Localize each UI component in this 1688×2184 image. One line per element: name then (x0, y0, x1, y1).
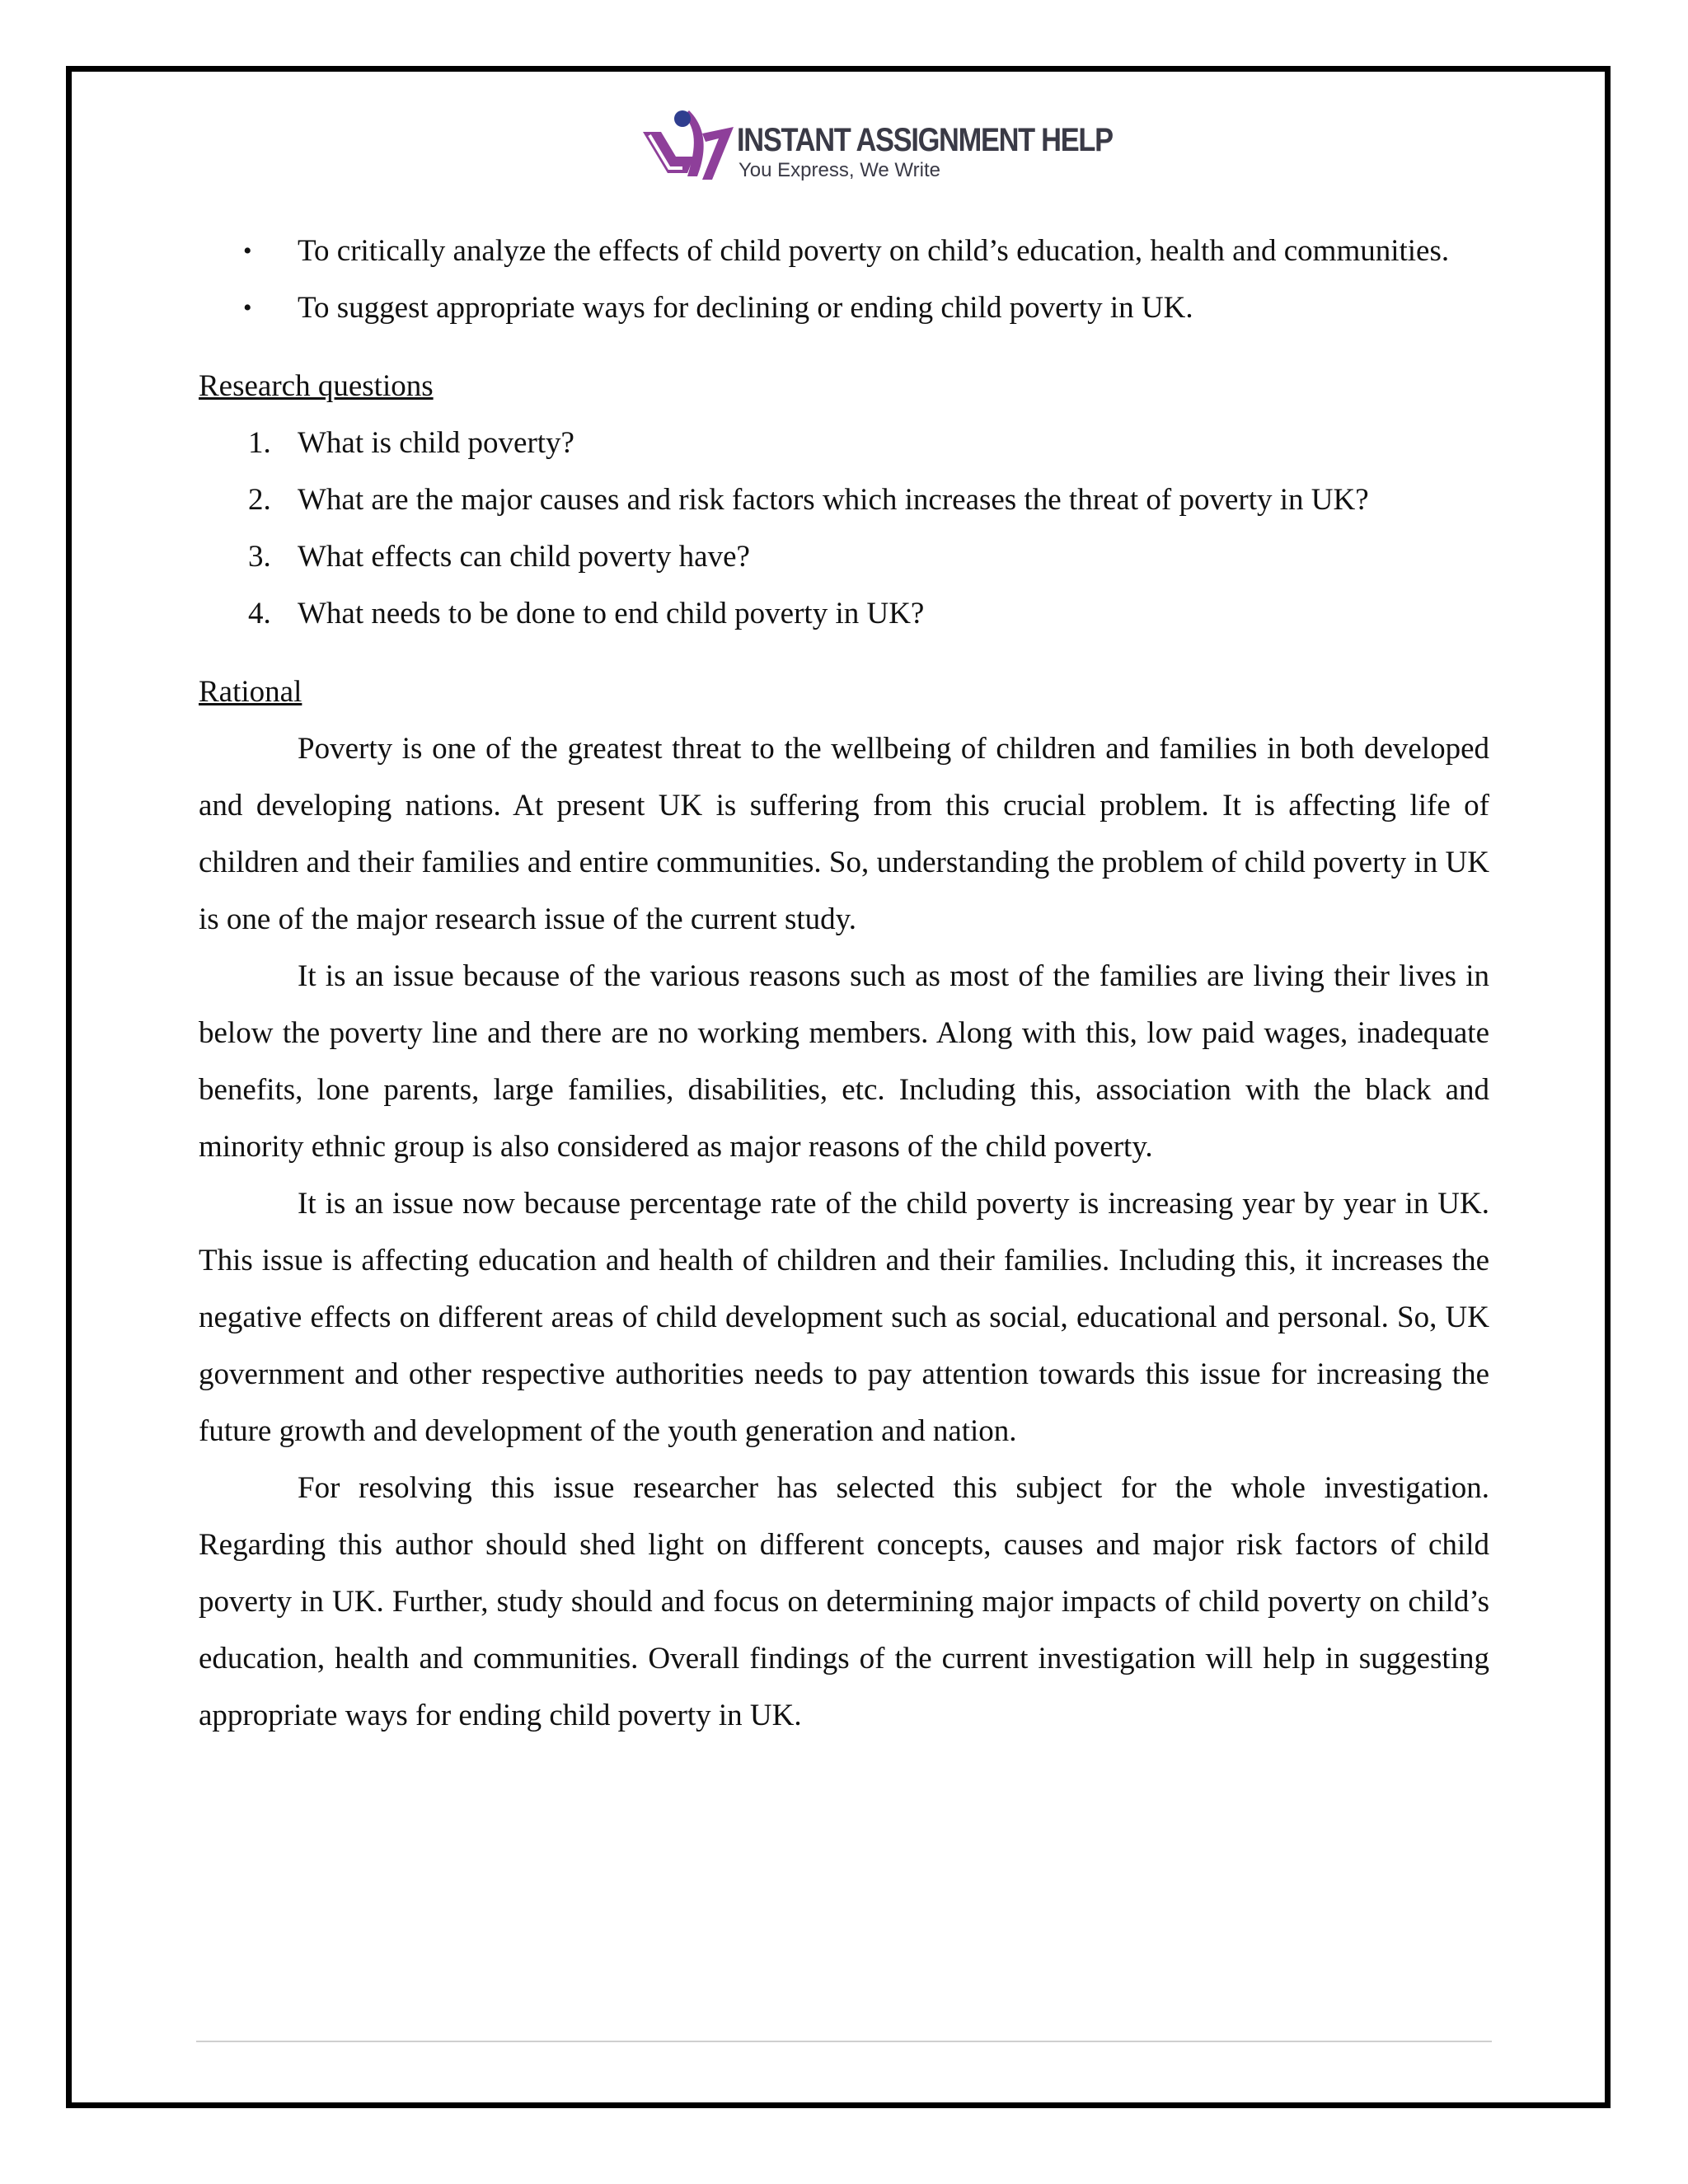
research-questions-list (199, 415, 1489, 642)
rational-paragraph-4: For resolving this issue researcher has selected this subject for the whole investigation. Regarding this author should shed light on different concepts, causes and major risk factors of child poverty in UK. Further, study should and focus on determining major impacts of child poverty on child’s education, health and communities. Overall findings of the current investigation will help in suggesting appropriate ways for ending child poverty in UK. (199, 1471, 1489, 1732)
logo-title: INSTANT ASSIGNMENT HELP (737, 122, 1113, 158)
logo-tagline: You Express, We Write (738, 159, 940, 181)
logo-emblem-icon (636, 97, 735, 196)
rational-paragraph-2: It is an issue because of the various reasons such as most of the families are living their lives in below the poverty line and there are no working members. Along with this, low paid wages, inadequate benefits, lone parents, large families, disabilities, etc. Including this, association with the black and minority ethnic group is also considered as major reasons of the child poverty. (199, 959, 1489, 1164)
objectives-list (199, 223, 1489, 336)
bullet-marker: • (243, 294, 252, 321)
research-questions-heading: Research questions (199, 369, 434, 403)
list-item-text: What is child poverty? (298, 426, 574, 460)
list-item-text: To critically analyze the effects of child poverty on child’s education, health and communities. (298, 234, 1450, 268)
rational-paragraph-1: Poverty is one of the greatest threat to the wellbeing of children and families in both developed and developing nations. At present UK is suffering from this crucial problem. It is affecting life of children and their families and entire communities. So, understanding the problem of child poverty in UK is one of the major research issue of the current study. (199, 732, 1489, 936)
rational-paragraph-3: It is an issue now because percentage rate of the child poverty is increasing year by year in UK. This issue is affecting education and health of children and their families. Including this, it increases the negative effects on different areas of child development such as social, educational and personal. So, UK government and other respective authorities needs to pay attention towards this issue for increasing the future growth and development of the youth generation and nation. (199, 1187, 1489, 1448)
list-item (199, 585, 1489, 642)
number-marker: 3. (248, 540, 271, 574)
list-item-text: What are the major causes and risk factors which increases the threat of poverty in UK? (298, 483, 1369, 517)
rational-heading: Rational (199, 675, 302, 709)
bullet-marker: • (243, 237, 252, 265)
list-item (199, 471, 1489, 528)
number-marker: 2. (248, 483, 271, 517)
list-item-text: What effects can child poverty have? (298, 540, 750, 574)
list-item (199, 528, 1489, 585)
list-item (199, 415, 1489, 471)
brand-logo (636, 97, 1113, 196)
list-item (199, 279, 1489, 336)
document-body (199, 223, 1489, 1744)
footer-divider (196, 2041, 1492, 2042)
number-marker: 1. (248, 426, 271, 460)
list-item (199, 223, 1489, 279)
list-item-text: What needs to be done to end child poverty in UK? (298, 597, 925, 630)
number-marker: 4. (248, 597, 271, 630)
list-item-text: To suggest appropriate ways for declining or ending child poverty in UK. (298, 291, 1193, 325)
